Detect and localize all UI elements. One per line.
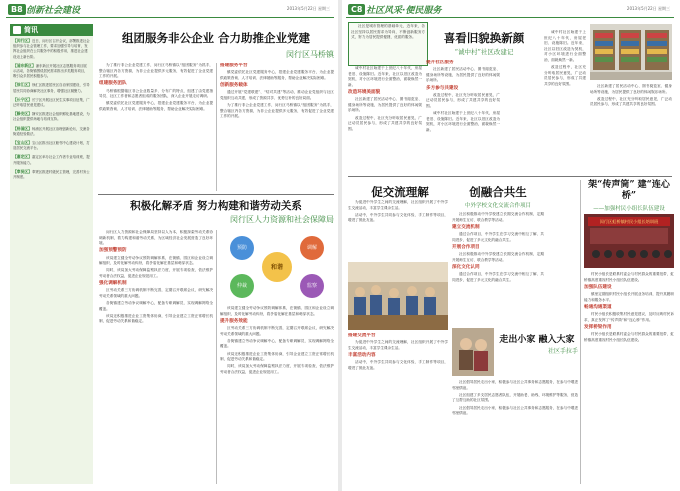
article-byline: ——加强村民小组长队伍建设	[593, 206, 665, 212]
subhead: 加强预警预防	[99, 248, 127, 254]
news-item-text: 嘉定区举办社会工作者专业培训班，提升服务能力。	[13, 155, 90, 165]
paragraph: 通过开展“党建联建”、“结对共建”等活动，推动企业党组织与社区党组织互动共建，形成了资源共享、优势互补的良好局面。	[220, 90, 334, 100]
diagram-label: 监察	[306, 283, 317, 289]
article-body	[452, 380, 578, 484]
subhead: 组建服务团队	[99, 81, 127, 87]
paragraph: 社区积极推动中外学校建立长期交流合作机制，定期开展师生互访、联合教学等活动。	[452, 212, 544, 222]
article-subtitle: “诚中村”社区改建记	[454, 48, 514, 56]
sidebar-news-item	[10, 36, 93, 61]
column-divider	[216, 230, 217, 484]
article-body-col1	[348, 66, 422, 172]
paragraph: 同时，该局加大劳动保障监察执法力度，开展专项检查，依法维护劳动者合法权益，促进企业规范用工。	[220, 364, 334, 374]
article-body	[348, 200, 448, 262]
date-line: 2013年5月22日 星期三	[626, 6, 670, 11]
paragraph: 该局还积极推进企业工资集体协商，引导企业建立工资正常增长机制，促进劳动关系和谐稳定。	[220, 351, 334, 362]
section-name: 创新社会建设	[26, 6, 81, 16]
subhead: 提升社区服务	[426, 60, 454, 65]
sidebar-news-item	[10, 61, 93, 81]
news-item-head: 【闵行区】	[13, 38, 32, 43]
news-item-head: 【静安区】	[13, 111, 32, 117]
article-body-col1	[99, 63, 213, 191]
news-item-head: 【嘉定区】	[13, 154, 32, 160]
diagram-label: 仲裁	[236, 283, 247, 289]
subhead: 丰富活动内容	[348, 352, 376, 358]
sidebar-news-item	[10, 138, 93, 152]
sidebar-news-item	[10, 124, 93, 138]
news-item-text: 宝山区推出社区睦邻中心建设计划，打造居民交流平台。	[13, 141, 90, 151]
article-title: 架“传声筒” 建“连心桥”	[588, 180, 670, 201]
article-byline: 社区手拉手	[547, 348, 578, 355]
paragraph: 社区新建了居民活动中心、图书阅览室、健身场所等设施，为居民提供了良好的休闲娱乐场所。	[590, 84, 672, 94]
classroom-image	[348, 262, 448, 330]
article-title: 促交流理解	[371, 185, 429, 199]
news-item-head: 【长宁区】	[13, 96, 32, 102]
paragraph: 诚中村社区始建于上世纪八十年代，房屋老旧、设施陈旧。近年来，社区以旧区改造为契机，对小区环境进行全面整治，面貌焕然一新。	[426, 111, 500, 132]
column-divider	[216, 63, 217, 191]
intro-text: 社区是城市管理的基础单元，近年来，各社区坚持以居民需求为导向，不断创新服务方式，努力为居民提供便捷、优质的服务。	[351, 24, 425, 40]
diagram-center	[262, 252, 292, 282]
news-item-head: 【杨浦区】	[13, 125, 32, 131]
news-item-text: 静安区推进社会组织孵化基地建设，为社会组织提供场地与培训支持。	[13, 112, 90, 122]
paragraph: 为促进中外学生之间的交流理解，社区组织开展了中外学生交流活动，丰富学生课余生活。	[348, 340, 448, 350]
news-item-text: 浦东新区开展社区志愿服务项目展示活动，各街镇围绕居民需求推出多类服务项目，吸引众多居民积极参与。	[13, 63, 88, 79]
paragraph: 改造过程中，社区充分听取居民意见，广泛动员居民参与，形成了共建共享的良好氛围。	[590, 96, 672, 107]
article-title: 走出小家 融入大家	[499, 335, 575, 345]
news-item-text: 长宁区开展社区民生实事项目征集，广泛听取居民意见建议。	[13, 97, 90, 108]
subhead: 多方参与共建设	[426, 85, 459, 91]
news-item-head: 【奉贤区】	[13, 168, 32, 174]
article-byline: 闵行区人力资源和社会保障局	[230, 215, 334, 224]
news-item-head: 【徐汇区】	[13, 82, 32, 88]
paragraph: 改造过程中，社区充分听取居民意见，广泛动员居民参与，形成了共建共享的良好氛围。	[544, 65, 586, 86]
diagram-label: 预防	[236, 245, 247, 251]
subhead: 开展合作项目	[452, 244, 480, 250]
diagram-node	[230, 274, 254, 298]
sidebar-news-item	[10, 167, 93, 181]
right-page	[340, 0, 680, 491]
article-body-col4	[590, 84, 672, 172]
paragraph: 闵行区人力资源和社会保障局坚持以人为本，积极探索劳动关系协调新机制，着力构建和谐劳动关系，为区域经济社会发展营造了良好环境。	[99, 230, 213, 246]
paragraph: 镇党委依托社区党建服务中心，搭建企业党建服务平台，为企业提供政策咨询、人才培训、法律援助等服务，帮助企业解决实际困难。	[99, 101, 213, 111]
article-byline: 闵行区马桥镇	[286, 50, 334, 59]
subhead: 强化调解机制	[99, 281, 127, 287]
diagram-label: 和谐	[270, 264, 283, 271]
article-lead: 为了推行非公企业党建工作，闵行区马桥镇以“组团服务”为抓手，整合辖区内各方资源，为非公企业提供多元服务，有效促进了企业党建工作的开展。	[99, 63, 213, 79]
paragraph: 社区倡导居民走出小家，积极参与社区公共事务和志愿服务，在参与中增进邻里情谊。	[452, 380, 578, 390]
neighbors-photo	[452, 328, 494, 376]
paragraph: 活动中，中外学生共同参与文化体验、手工制作等项目，增进了彼此友谊。	[348, 360, 448, 370]
paragraph: 区劳动关系三方协调机制不断完善，定期召开联席会议，研究解决劳动关系领域的重大问题。	[99, 288, 213, 298]
subhead: 搭建交流平台	[348, 333, 376, 338]
article-body-col2	[220, 63, 334, 191]
paragraph: 通过合作项目，中外学生在学习交流中相互了解、共同进步，促进了多元文化的融合共生。	[452, 231, 544, 242]
article-body-col2	[426, 60, 500, 172]
section-tag: B8	[8, 4, 26, 15]
section-rule	[348, 176, 672, 177]
paragraph: 社区积极推动中外学校建立长期交流合作机制，定期开展师生互访、联合教学等活动。	[452, 251, 544, 262]
library-shelves-image	[590, 24, 672, 80]
paragraph: 村民小组长积极收集村民意见建议，及时反映村民诉求，真正发挥了“传声筒”和“连心桥”作用。	[584, 311, 674, 322]
paragraph: 村民小组长是联系村委会与村民群众的重要纽带，虹桥镇高度重视村民小组长队伍建设。	[584, 272, 674, 282]
article-body	[348, 333, 448, 483]
paragraph: 社区新建了居民活动中心、图书阅览室、健身场所等设施，为居民提供了良好的休闲娱乐场所。	[348, 97, 422, 113]
training-photo	[584, 214, 674, 268]
news-item-head: 【浦东新区】	[13, 62, 36, 68]
sidebar-news-item	[10, 109, 93, 123]
subhead: 发挥桥梁作用	[584, 324, 612, 330]
paragraph: 村民小组长是联系村委会与村民群众的重要纽带，虹桥镇高度重视村民小组长队伍建设。	[584, 331, 674, 342]
subhead: 搭建服务平台	[220, 63, 248, 68]
paragraph: 活动中，中外学生共同参与文化体验、手工制作等项目，增进了彼此友谊。	[348, 212, 448, 223]
paragraph: 区劳动关系三方协调机制不断完善，定期召开联席会议，研究解决劳动关系领域的重大问题。	[220, 325, 334, 336]
section-name: 社区风采·便民服务	[366, 6, 442, 16]
paragraph: 改造过程中，社区充分听取居民意见，广泛动员居民参与，形成了共建共享的良好氛围。	[348, 115, 422, 131]
paragraph: 诚中村社区始建于上世纪八十年代，房屋老旧、设施陈旧。近年来，社区以旧区改造为契机，对小区环境进行全面整治，面貌焕然一新。	[348, 66, 422, 87]
banner-text: 闵行区虹桥镇村民小组长培训班	[599, 219, 659, 224]
diagram-node	[300, 236, 324, 260]
paragraph: 镇里定期组织村民小组长开展业务培训，提升其履职能力和服务水平。	[584, 291, 674, 302]
subhead: 畅通沟通渠道	[584, 304, 612, 310]
article-title: 喜看旧貌换新颜	[443, 31, 525, 45]
article-title: 组团服务非公企业 合力助推企业党建	[121, 31, 310, 45]
paragraph: 该局还积极推进企业工资集体协商，引导企业建立工资正常增长机制，促进劳动关系和谐稳定。	[99, 313, 213, 324]
news-icon	[13, 26, 21, 34]
paragraph: 为促进中外学生之间的交流理解，社区组织开展了中外学生交流活动，丰富学生课余生活。	[348, 200, 448, 210]
date-line: 2013年5月22日 星期三	[286, 6, 330, 11]
column-divider	[580, 180, 581, 484]
section-tag: C8	[348, 4, 365, 15]
article-body	[584, 272, 674, 484]
subhead: 深化文化认同	[452, 264, 480, 270]
section-rule	[98, 194, 334, 195]
article-title: 积极化解矛盾 努力构建和谐劳动关系	[130, 200, 302, 212]
diagram-node	[300, 274, 324, 298]
paragraph: 各街镇建立劳动争议调解中心，配备专职调解员，实现调解网络全覆盖。	[99, 301, 213, 311]
paragraph: 马桥镇根据辖区非公企业数量多、分布广的特点，组建了由党建指导员、社区工作者和志愿者组成的服务团队，深入企业开展走访调研。	[99, 88, 213, 99]
article-byline: 中外学校文化交流合作项目	[464, 203, 531, 209]
article-body	[452, 212, 544, 324]
news-item-text: 杨浦区开展社区治理创新论坛，交流各街道经验做法。	[13, 126, 90, 136]
subhead: 创新服务载体	[220, 82, 248, 88]
paragraph: 镇党委依托社区党建服务中心，搭建企业党建服务平台，为企业提供政策咨询、人才培训、法律援助等服务，帮助企业解决实际困难。	[220, 70, 334, 80]
exchange-photo	[348, 262, 448, 330]
news-item-text: 近日，闵行区召开会议，部署推进社会组织参与社会管理工作，要求加强引导与培育，发挥社会组织在公共服务中的积极作用，推进社会建设迈上新台阶。	[13, 39, 90, 59]
article-title: 创融合共生	[469, 185, 527, 199]
library-photo	[590, 24, 672, 80]
subhead: 建立交流机制	[452, 224, 480, 230]
article-body-col3	[544, 30, 586, 172]
process-diagram	[222, 232, 332, 302]
diagram-label: 调解	[306, 245, 317, 251]
paragraph: 该局建立健全劳动争议预防调解体系，在街镇、园区和企业设立调解组织，及时化解劳动纠纷，将矛盾化解在基层和萌芽状态。	[99, 255, 213, 266]
paragraph: 社区组建了多支居民志愿者队伍，开展助老、助残、环境维护等服务，营造了互帮互助的社区氛围。	[452, 392, 578, 403]
sidebar-news-item	[10, 152, 93, 166]
paragraph: 为了推行非公企业党建工作，闵行区马桥镇以“组团服务”为抓手，整合辖区内各方资源，为非公企业提供多元服务，有效促进了企业党建工作的开展。	[220, 102, 334, 119]
elderly-residents-image	[452, 328, 494, 376]
sidebar-news-item	[10, 80, 93, 94]
paragraph: 社区倡导居民走出小家，积极参与社区公共事务和志愿服务，在参与中增进邻里情谊。	[452, 405, 578, 416]
news-item-head: 【宝山区】	[13, 140, 32, 146]
article-body-col2	[220, 306, 334, 484]
sidebar-title-text: 简讯	[24, 26, 38, 34]
subhead: 提升服务效能	[220, 318, 248, 324]
sidebar-news-item	[10, 95, 93, 109]
paragraph: 社区新建了居民活动中心、图书阅览室、健身场所等设施，为居民提供了良好的休闲娱乐场所。	[426, 67, 500, 83]
article-body-col1	[99, 230, 213, 484]
news-item-text: 徐汇区推进居民区自治家园建设，引导居民共同协商解决社区事务，增强社区凝聚力。	[13, 83, 90, 93]
diagram-node	[230, 236, 254, 260]
paragraph: 通过合作项目，中外学生在学习交流中相互了解、共同进步，促进了多元文化的融合共生。	[452, 271, 544, 282]
paragraph: 同时，该局加大劳动保障监察执法力度，开展专项检查，依法维护劳动者合法权益，促进企业规范用工。	[99, 268, 213, 278]
subhead: 改造环境美面貌	[348, 89, 381, 95]
paragraph: 诚中村社区始建于上世纪八十年代，房屋老旧、设施陈旧。近年来，社区以旧区改造为契机，对小区环境进行全面整治，面貌焕然一新。	[544, 30, 586, 62]
paragraph: 该局建立健全劳动争议预防调解体系，在街镇、园区和企业设立调解组织，及时化解劳动纠纷，将矛盾化解在基层和萌芽状态。	[220, 306, 334, 316]
intro-box	[348, 22, 428, 66]
sidebar-title	[10, 24, 93, 36]
sidebar	[10, 36, 93, 484]
paragraph: 改造过程中，社区充分听取居民意见，广泛动员居民参与，形成了共建共享的良好氛围。	[426, 92, 500, 108]
subhead: 加强队伍建设	[584, 284, 612, 290]
paragraph: 各街镇建立劳动争议调解中心，配备专职调解员，实现调解网络全覆盖。	[220, 338, 334, 349]
news-item-text: 奉贤区推进村级民主管理，完善村务公开制度。	[13, 169, 90, 180]
